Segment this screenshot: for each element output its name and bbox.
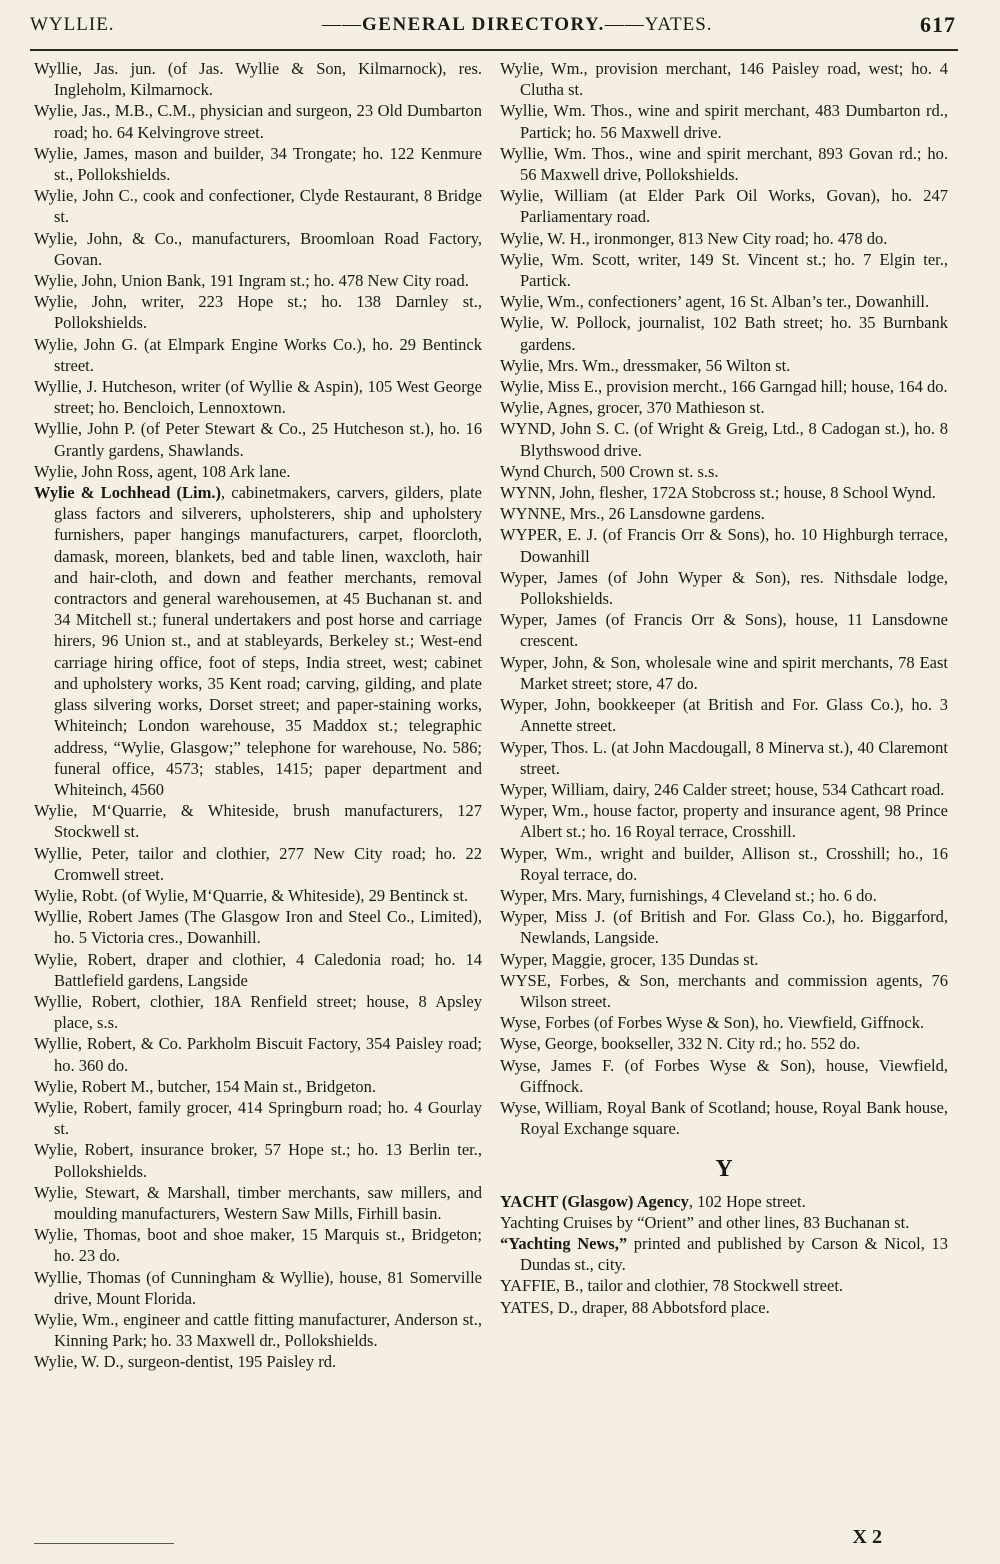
directory-entry (34, 906, 482, 948)
header-center-wrap (115, 14, 920, 36)
signature-mark: X 2 (852, 1526, 882, 1548)
header-right: YATES. (644, 14, 713, 35)
entry-text: WYNNE, Mrs., 26 Lansdowne gardens. (500, 504, 765, 524)
entry-text: Wylie, Agnes, grocer, 370 Mathieson st. (500, 398, 765, 418)
directory-entry (500, 567, 948, 609)
section-letter: Y (715, 1156, 733, 1183)
directory-entry (34, 1267, 482, 1309)
left-column (34, 58, 482, 1373)
entry-text: Wylie, Robert, draper and clothier, 4 Caledonia road; ho. 14 Battlefield gardens, Langside (34, 949, 482, 990)
entry-text: Wyper, Miss J. (of British and For. Glass Co.), ho. Biggarford, Newlands, Langside. (500, 907, 948, 948)
entry-bold-name: YACHT (Glasgow) Agency (500, 1191, 689, 1211)
directory-entry (500, 1033, 948, 1054)
entry-text: Wylie, Robert, insurance broker, 57 Hope st.; ho. 13 Berlin ter., Pollokshields. (34, 1140, 482, 1181)
directory-entry (500, 397, 948, 418)
directory-entry (34, 949, 482, 991)
directory-entry (500, 1233, 948, 1275)
directory-entry (500, 1297, 948, 1318)
directory-entry (500, 143, 948, 185)
directory-entry (500, 779, 948, 800)
entry-text: Wylie, John C., cook and confectioner, Clyde Restaurant, 8 Bridge st. (34, 186, 482, 227)
directory-entry (500, 355, 948, 376)
directory-entry (500, 885, 948, 906)
entry-text: Wyper, Maggie, grocer, 135 Dundas st. (500, 949, 759, 969)
entry-text: Wyllie, Wm. Thos., wine and spirit merchant, 893 Govan rd.; ho. 56 Maxwell drive, Pollokshields. (500, 143, 948, 185)
entry-text: Wylie, William (at Elder Park Oil Works, Govan), ho. 247 Parliamentary road. (500, 186, 948, 227)
entry-text: Wyper, James (of Francis Orr & Sons), house, 11 Lansdowne crescent. (500, 610, 948, 651)
directory-entry (34, 482, 482, 800)
directory-entry (500, 312, 948, 354)
directory-entry (500, 524, 948, 566)
directory-entry (500, 482, 948, 503)
directory-entry (500, 58, 948, 100)
entry-text: Wylie, Thomas, boot and shoe maker, 15 Marquis st., Bridgeton; ho. 23 do. (34, 1225, 482, 1266)
directory-entry (500, 503, 948, 524)
entry-text: , cabinetmakers, carvers, gilders, plate glass factors and silverers, upholsterers, ship and upholstery furnishers, paper hangings manufacturers, carpet, floorcloth, damask, moreen, blankets, bed and table linen, waxcloth, hair and hair-cloth, and down and feather merchants, removal contractors and general warehousemen, at 45 Buchanan st. and 34 Mitchell st.; funeral undertakers and post horse and carriage hirers, 96 Union st., and at stableyards, Berkeley st.; West-end carriage hiring office, foot of steps, India street, west; cabinet and upholstery works, 35 Kent road; carving, gilding, and plate glass silvering works, Dorset street; and paper-staining works, Whiteinch; London warehouse, 35 Maddox st.; telegraphic address, “Wylie, Glasgow;” telephone for warehouse, No. 586; funeral office, 4573; stables, 1415; paper department and Whiteinch, 4560 (54, 483, 482, 799)
entry-text: Wyper, Wm., house factor, property and insurance agent, 98 Prince Albert st.; ho. 16 Royal terrace, Crosshill. (500, 801, 948, 842)
entry-text: Wylie, Mrs. Wm., dressmaker, 56 Wilton st. (500, 355, 791, 375)
running-header (30, 10, 956, 40)
directory-entry (500, 1012, 948, 1033)
directory-entry (500, 970, 948, 1012)
entry-text: Wyllie, Robert James (The Glasgow Iron and Steel Co., Limited), ho. 5 Victoria cres., Dowanhill. (34, 907, 482, 948)
entry-text: Wylie, Robert, family grocer, 414 Springburn road; ho. 4 Gourlay st. (34, 1097, 482, 1139)
footer-rule (34, 1543, 174, 1544)
entry-text: Wylie, Stewart, & Marshall, timber merchants, saw millers, and moulding manufacturers, Western Saw Mills, Firhill basin. (34, 1182, 482, 1223)
y-section-entries (500, 1191, 948, 1318)
entry-text: Wyper, John, bookkeeper (at British and For. Glass Co.), ho. 3 Annette street. (500, 695, 948, 736)
entry-text: Wylie, John G. (at Elmpark Engine Works Co.), ho. 29 Bentinck street. (34, 334, 482, 375)
entry-text: Wylie, Miss E., provision mercht., 166 Garngad hill; house, 164 do. (500, 377, 948, 397)
entry-text: Wylie, W. D., surgeon-dentist, 195 Paisley rd. (34, 1352, 337, 1372)
entry-text: Wyper, Wm., wright and builder, Allison st., Crosshill; ho., 16 Royal terrace, do. (500, 843, 948, 884)
directory-entry (500, 100, 948, 142)
entry-bold-name: Wylie & Lochhead (Lim.) (34, 483, 221, 503)
directory-entry (500, 1191, 948, 1212)
directory-entry (34, 1097, 482, 1139)
directory-entry (34, 1076, 482, 1097)
entry-text: Wyse, James F. (of Forbes Wyse & Son), house, Viewfield, Giffnock. (500, 1055, 948, 1096)
entry-text: Wylie, Wm., engineer and cattle fitting manufacturer, Anderson st., Kinning Park; ho. 33 Maxwell dr., Pollokshields. (34, 1309, 482, 1351)
entry-text: Wyllie, Thomas (of Cunningham & Wyllie), house, 81 Somerville drive, Mount Florida. (34, 1267, 482, 1308)
header-dash-right: —— (604, 14, 645, 35)
header-left: WYLLIE. (30, 14, 115, 35)
directory-entry (500, 800, 948, 842)
directory-entry (34, 1033, 482, 1075)
entry-text: Wyllie, Robert, & Co. Parkholm Biscuit Factory, 354 Paisley road; ho. 360 do. (34, 1034, 482, 1075)
directory-entry (500, 609, 948, 651)
entry-text: Wylie, Wm., provision merchant, 146 Paisley road, west; ho. 4 Clutha st. (500, 59, 948, 100)
directory-entry (500, 461, 948, 482)
entry-text: Wyllie, Robert, clothier, 18A Renfield street; house, 8 Apsley place, s.s. (34, 991, 482, 1033)
entry-text: Wyllie, John P. (of Peter Stewart & Co., 25 Hutcheson st.), ho. 16 Grantly gardens, Shawlands. (34, 419, 482, 460)
directory-entry (500, 1055, 948, 1097)
directory-entry (34, 270, 482, 291)
entry-text: YATES, D., draper, 88 Abbotsford place. (500, 1297, 770, 1317)
entry-text: Wylie, Robert M., butcher, 154 Main st., Bridgeton. (34, 1076, 377, 1096)
directory-entry (34, 334, 482, 376)
directory-entry (500, 249, 948, 291)
entry-text: Wylie, Jas., M.B., C.M., physician and surgeon, 23 Old Dumbarton road; ho. 64 Kelvingrove street. (34, 101, 482, 142)
entry-text: Wylie, W. H., ironmonger, 813 New City road; ho. 478 do. (500, 228, 888, 248)
entry-text: Wyper, Thos. L. (at John Macdougall, 8 Minerva st.), 40 Claremont street. (500, 737, 948, 778)
directory-entry (500, 737, 948, 779)
entry-text: WYND, John S. C. (of Wright & Greig, Ltd., 8 Cadogan st.), ho. 8 Blythswood drive. (500, 419, 948, 460)
right-column (500, 58, 948, 1318)
directory-entry (500, 906, 948, 948)
directory-entry (500, 376, 948, 397)
entry-text: Wylie, Wm., confectioners’ agent, 16 St. Alban’s ter., Dowanhill. (500, 292, 930, 312)
directory-entry (34, 885, 482, 906)
entry-text: Wylie, James, mason and builder, 34 Trongate; ho. 122 Kenmure st., Pollokshields. (34, 143, 482, 185)
directory-entry (500, 418, 948, 460)
directory-entry (34, 100, 482, 142)
directory-entry (500, 843, 948, 885)
entry-text: Wyllie, Wm. Thos., wine and spirit merchant, 483 Dumbarton rd., Partick; ho. 56 Maxwell drive. (500, 101, 948, 142)
entry-text: Wylie, Robt. (of Wylie, M‘Quarrie, & Whiteside), 29 Bentinck st. (34, 885, 469, 905)
entry-text: Wylie, John, writer, 223 Hope st.; ho. 138 Darnley st., Pollokshields. (34, 292, 482, 333)
entry-text: Wyllie, Jas. jun. (of Jas. Wyllie & Son, Kilmarnock), res. Ingleholm, Kilmarnock. (34, 59, 482, 100)
entry-text: Wylie, W. Pollock, journalist, 102 Bath street; ho. 35 Burnbank gardens. (500, 313, 948, 354)
entry-text: , 102 Hope street. (688, 1191, 806, 1211)
directory-entry (500, 228, 948, 249)
directory-entry (34, 1309, 482, 1351)
directory-entry (34, 991, 482, 1033)
directory-entry (34, 291, 482, 333)
entry-text: WYSE, Forbes, & Son, merchants and commission agents, 76 Wilson street. (500, 970, 948, 1011)
directory-entry (34, 800, 482, 842)
entry-text: Wyper, John, & Son, wholesale wine and spirit merchants, 78 East Market street; store, 47 do. (500, 652, 948, 693)
entry-text: WYNN, John, flesher, 172A Stobcross st.; house, 8 School Wynd. (500, 483, 936, 503)
page-number: 617 (920, 12, 956, 37)
entry-text: Wylie, John, & Co., manufacturers, Broomloan Road Factory, Govan. (34, 228, 482, 269)
directory-entry (34, 1139, 482, 1181)
header-rule (30, 49, 958, 51)
entry-bold-name: “Yachting News,” (500, 1233, 628, 1253)
entry-text: Wyse, Forbes (of Forbes Wyse & Son), ho. Viewfield, Giffnock. (500, 1013, 925, 1033)
entry-text: Wyllie, Peter, tailor and clothier, 277 New City road; ho. 22 Cromwell street. (34, 843, 482, 884)
entry-text: Yachting Cruises by “Orient” and other lines, 83 Buchanan st. (500, 1212, 910, 1232)
entry-text: Wylie, Wm. Scott, writer, 149 St. Vincent st.; ho. 7 Elgin ter., Partick. (500, 249, 948, 291)
entry-text: YAFFIE, B., tailor and clothier, 78 Stockwell street. (500, 1276, 844, 1296)
directory-entry (500, 185, 948, 227)
directory-entry (500, 1275, 948, 1296)
entry-text: Wyper, William, dairy, 246 Calder street; house, 534 Cathcart road. (500, 779, 945, 799)
directory-entry (34, 143, 482, 185)
header-center: GENERAL DIRECTORY. (362, 14, 605, 35)
directory-entry (34, 461, 482, 482)
directory-entry (34, 418, 482, 460)
entry-text: Wylie, John, Union Bank, 191 Ingram st.; ho. 478 New City road. (34, 271, 469, 291)
directory-entry (34, 1182, 482, 1224)
entry-text: Wyse, George, bookseller, 332 N. City rd.; ho. 552 do. (500, 1034, 861, 1054)
directory-entry (34, 1351, 482, 1372)
entry-text: Wyse, William, Royal Bank of Scotland; house, Royal Bank house, Royal Exchange square. (500, 1097, 948, 1139)
entry-text: Wylie, John Ross, agent, 108 Ark lane. (34, 461, 291, 481)
entry-text: Wyper, Mrs. Mary, furnishings, 4 Cleveland st.; ho. 6 do. (500, 885, 877, 905)
right-column-entries (500, 58, 948, 1139)
entry-text: printed and published by Carson & Nicol, 13 Dundas st., city. (520, 1233, 948, 1275)
entry-text: Wynd Church, 500 Crown st. s.s. (500, 461, 719, 481)
entry-text: Wyper, James (of John Wyper & Son), res. Nithsdale lodge, Pollokshields. (500, 567, 948, 609)
entry-text: Wyllie, J. Hutcheson, writer (of Wyllie & Aspin), 105 West George street; ho. Bencloich, Lennoxtown. (34, 377, 482, 418)
directory-entry (500, 652, 948, 694)
directory-entry (500, 694, 948, 736)
directory-entry (500, 1097, 948, 1139)
directory-entry (500, 949, 948, 970)
header-dash-left: —— (322, 14, 362, 35)
directory-entry (34, 1224, 482, 1266)
directory-entry (500, 291, 948, 312)
entry-text: Wylie, M‘Quarrie, & Whiteside, brush manufacturers, 127 Stockwell st. (34, 801, 482, 842)
directory-entry (500, 1212, 948, 1233)
directory-entry (34, 228, 482, 270)
entry-text: WYPER, E. J. (of Francis Orr & Sons), ho. 10 Highburgh terrace, Dowanhill (500, 525, 948, 566)
directory-entry (34, 185, 482, 227)
directory-entry (34, 58, 482, 100)
directory-entry (34, 843, 482, 885)
directory-entry (34, 376, 482, 418)
